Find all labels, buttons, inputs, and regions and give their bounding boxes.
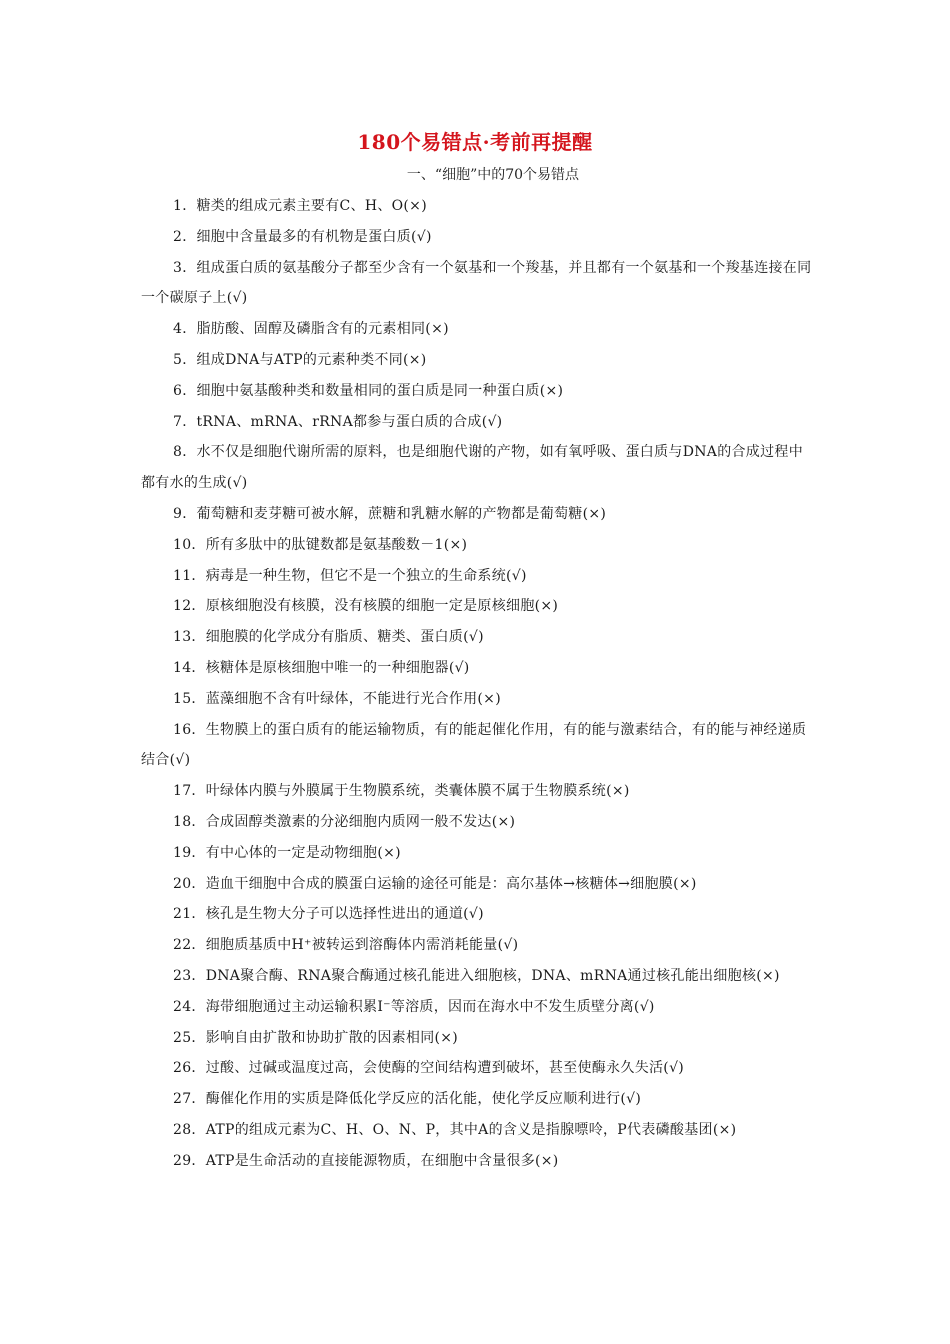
list-item: 23．DNA聚合酶、RNA聚合酶通过核孔能进入细胞核，DNA、mRNA通过核孔能出细胞核(×) bbox=[173, 967, 780, 984]
list-item: 4．脂肪酸、固醇及磷脂含有的元素相同(×) bbox=[173, 321, 449, 338]
list-item: 28．ATP的组成元素为C、H、O、N、P，其中A的含义是指腺嘌呤，P代表磷酸基团(×) bbox=[173, 1121, 737, 1138]
list-item: 5．组成DNA与ATP的元素种类不同(×) bbox=[173, 351, 427, 368]
list-item: 13．细胞膜的化学成分有脂质、糖类、蛋白质(√) bbox=[173, 629, 484, 646]
list-item: 12．原核细胞没有核膜，没有核膜的细胞一定是原核细胞(×) bbox=[173, 598, 559, 615]
list-item: 24．海带细胞通过主动运输积累I⁻等溶质，因而在海水中不发生质壁分离(√) bbox=[173, 998, 655, 1015]
list-item: 18．合成固醇类激素的分泌细胞内质网一般不发达(×) bbox=[173, 813, 516, 830]
list-item: 8．水不仅是细胞代谢所需的原料，也是细胞代谢的产物，如有氧呼吸、蛋白质与DNA的合成过程中都有水的生成(√) bbox=[141, 444, 803, 492]
list-item: 6．细胞中氨基酸种类和数量相同的蛋白质是同一种蛋白质(×) bbox=[173, 382, 564, 399]
list-item: 22．细胞质基质中H⁺被转运到溶酶体内需消耗能量(√) bbox=[173, 937, 519, 954]
list-item: 10．所有多肽中的肽键数都是氨基酸数－1(×) bbox=[173, 536, 468, 553]
document-title: 180个易错点·考前再提醒 bbox=[357, 130, 593, 154]
list-item: 21．核孔是生物大分子可以选择性进出的通道(√) bbox=[173, 906, 484, 923]
list-item: 25．影响自由扩散和协助扩散的因素相同(×) bbox=[173, 1029, 459, 1046]
list-item: 3．组成蛋白质的氨基酸分子都至少含有一个氨基和一个羧基，并且都有一个氨基和一个羧基连接在同一个碳原子上(√) bbox=[141, 259, 812, 307]
list-item: 11．病毒是一种生物，但它不是一个独立的生命系统(√) bbox=[173, 567, 527, 584]
list-item: 26．过酸、过碱或温度过高，会使酶的空间结构遭到破坏，甚至使酶永久失活(√) bbox=[173, 1060, 685, 1077]
list-item: 27．酶催化作用的实质是降低化学反应的活化能，使化学反应顺利进行(√) bbox=[173, 1091, 642, 1108]
list-item: 2．细胞中含量最多的有机物是蛋白质(√) bbox=[173, 228, 432, 245]
list-item: 20．造血干细胞中合成的膜蛋白运输的途径可能是：高尔基体→核糖体→细胞膜(×) bbox=[173, 875, 697, 892]
list-item: 7．tRNA、mRNA、rRNA都参与蛋白质的合成(√) bbox=[173, 413, 503, 430]
list-item: 29．ATP是生命活动的直接能源物质，在细胞中含量很多(×) bbox=[173, 1152, 559, 1169]
list-item: 14．核糖体是原核细胞中唯一的一种细胞器(√) bbox=[173, 659, 470, 676]
list-item: 17．叶绿体内膜与外膜属于生物膜系统，类囊体膜不属于生物膜系统(×) bbox=[173, 783, 630, 800]
section-heading: 一、“细胞”中的70个易错点 bbox=[406, 167, 580, 183]
list-item: 1．糖类的组成元素主要有C、H、O(×) bbox=[173, 198, 427, 214]
list-item: 9．葡萄糖和麦芽糖可被水解，蔗糖和乳糖水解的产物都是葡萄糖(×) bbox=[173, 505, 607, 522]
list-item: 15．蓝藻细胞不含有叶绿体，不能进行光合作用(×) bbox=[173, 690, 501, 707]
list-item: 19．有中心体的一定是动物细胞(×) bbox=[173, 844, 401, 861]
item-list bbox=[141, 191, 813, 1177]
list-item: 16．生物膜上的蛋白质有的能运输物质，有的能起催化作用，有的能与激素结合，有的能与神经递质结合(√) bbox=[141, 721, 807, 769]
